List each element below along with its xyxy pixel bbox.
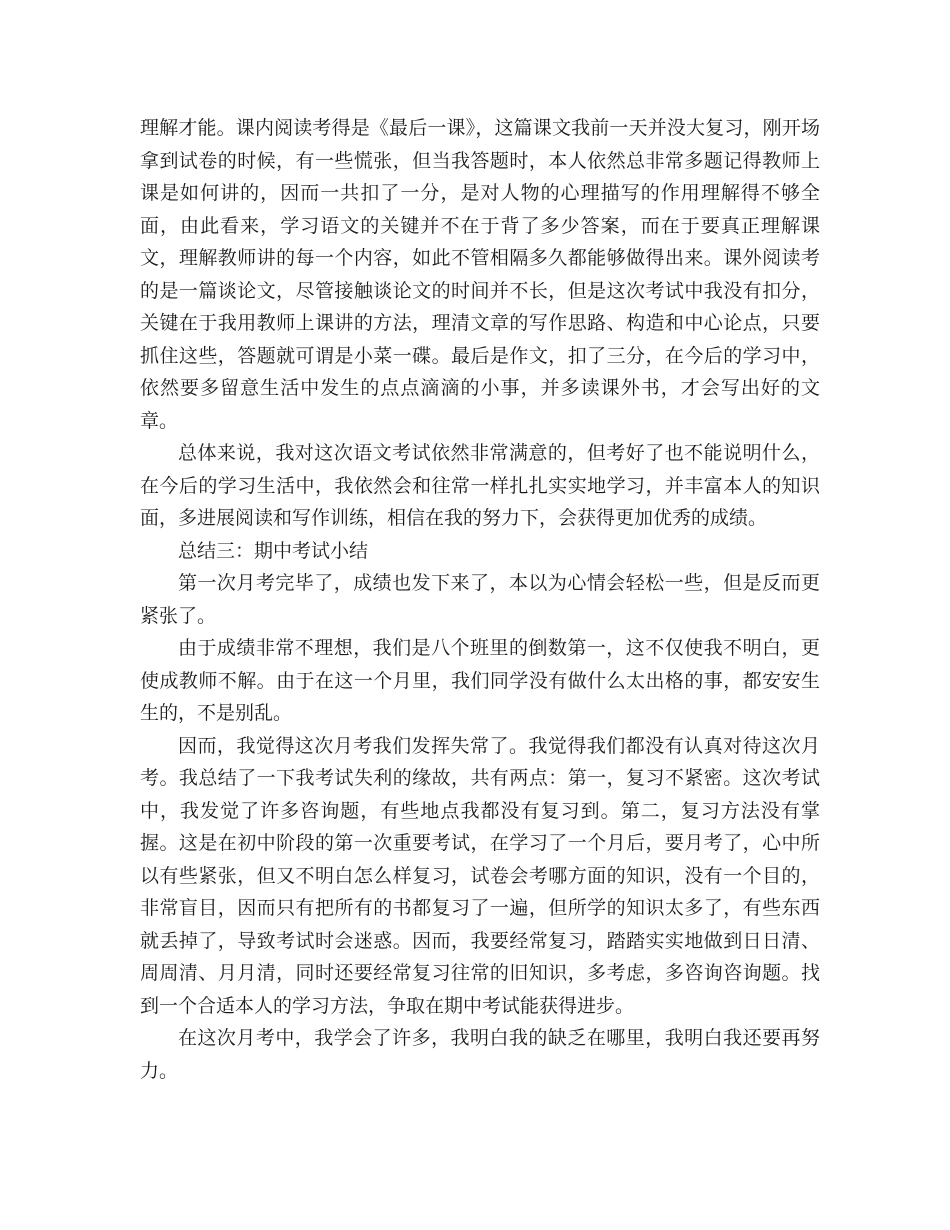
paragraph-2: 总体来说，我对这次语文考试依然非常满意的，但考好了也不能说明什么，在今后的学习生活中，我依然会和往常一样扎扎实实地学习，并丰富本人的知识面，多进展阅读和写作训练，相信在我的努力下，会获得更加优秀的成绩。 <box>140 442 820 529</box>
section-heading: 总结三：期中考试小结 <box>178 539 369 562</box>
paragraph-4: 由于成绩非常不理想，我们是八个班里的倒数第一，这不仅使我不明白，更使成教师不解。由于在这一个月里，我们同学没有做什么太出格的事，都安安生生的，不是别乱。 <box>140 637 820 724</box>
paragraph-3: 第一次月考完毕了，成绩也发下来了，本以为心情会轻松一些，但是反而更紧张了。 <box>140 572 820 627</box>
document-body <box>140 112 820 1087</box>
paragraph-5: 因而，我觉得这次月考我们发挥失常了。我觉得我们都没有认真对待这次月考。我总结了一下我考试失利的缘故，共有两点：第一，复习不紧密。这次考试中，我发觉了许多咨询题，有些地点我都没有复习到。第二，复习方法没有掌握。这是在初中阶段的第一次重要考试，在学习了一个月后，要月考了，心中所以有些紧张，但又不明白怎么样复习，试卷会考哪方面的知识，没有一个目的，非常盲目，因而只有把所有的书都复习了一遍，但所学的知识太多了，有些东西就丢掉了，导致考试时会迷惑。因而，我要经常复习，踏踏实实地做到日日清、周周清、月月清，同时还要经常复习往常的旧知识，多考虑，多咨询咨询题。找到一个合适本人的学习方法，争取在期中考试能获得进步。 <box>140 734 820 1017</box>
paragraph-1: 理解才能。课内阅读考得是《最后一课》，这篇课文我前一天并没大复习，刚开场拿到试卷的时候，有一些慌张，但当我答题时，本人依然总非常多题记得教师上课是如何讲的，因而一共扣了一分，是对人物的心理描写的作用理解得不够全面，由此看来，学习语文的关键并不在于背了多少答案，而在于要真正理解课文，理解教师讲的每一个内容，如此不管相隔多久都能够做得出来。课外阅读考的是一篇谈论文，尽管接触谈论文的时间并不长，但是这次考试中我没有扣分，关键在于我用教师上课讲的方法，理清文章的写作思路、构造和中心论点，只要抓住这些，答题就可谓是小菜一碟。最后是作文，扣了三分，在今后的学习中，依然要多留意生活中发生的点点滴滴的小事，并多读课外书，才会写出好的文章。 <box>140 117 820 432</box>
paragraph-6: 在这次月考中，我学会了许多，我明白我的缺乏在哪里，我明白我还要再努力。 <box>140 1027 820 1082</box>
